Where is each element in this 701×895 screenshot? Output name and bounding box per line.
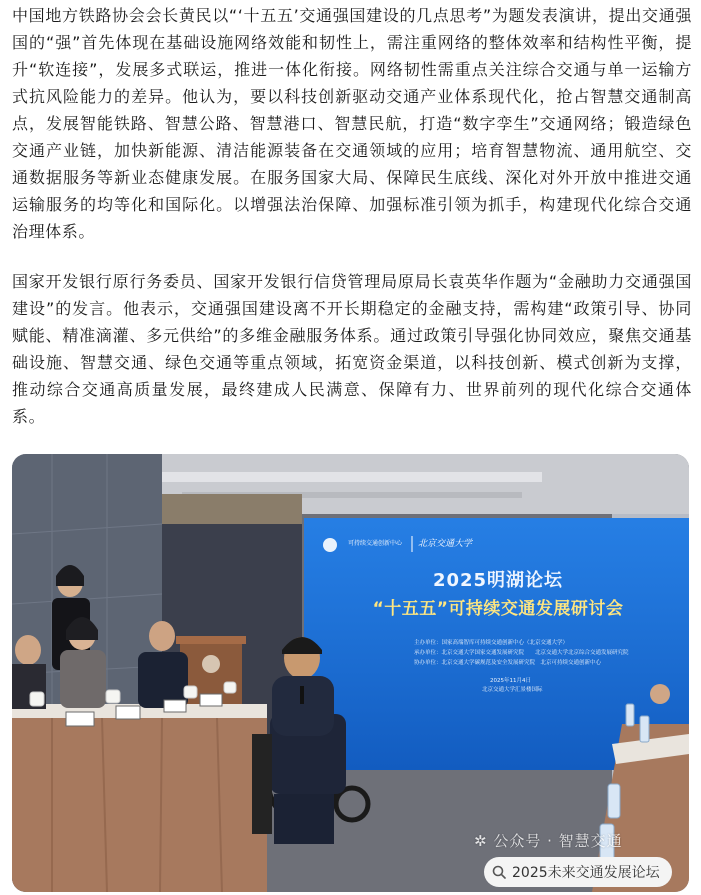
topic-search-label: 2025未来交通发展论坛 bbox=[512, 865, 660, 881]
screen-info-line-1: 主办单位：国家高端智库可持续交通创新中心（北京交通大学） bbox=[414, 640, 569, 646]
topic-search-pill[interactable] bbox=[484, 857, 672, 887]
screen-info-line-2: 承办单位：北京交通大学国家交通发展研究院 北京交通大学北京综合交通发展研究院 bbox=[414, 650, 629, 656]
article-paragraph-1: 中国地方铁路协会会长黄民以“‘十五五’交通强国建设的几点思考”为题发表演讲，提出交通强国的“强”首先体现在基础设施网络效能和韧性上，需注重网络的整体效率和结构性平衡，提升“软连接”，发展多式联运，推进一体化衔接。网络韧性需重点关注综合交通与单一运输方式抗风险能力的差异。他认为，要以科技创新驱动交通产业体系现代化，抢占智慧交通制高点，发展智能铁路、智慧公路、智慧港口、智慧民航，打造“数字孪生”交通网络；锻造绿色交通产业链，加快新能源、清洁能源装备在交通领域的应用；培育智慧物流、通用航空、交通数据服务等新业态健康发展。在服务国家大局、保障民生底线、深化对外开放中推进交通运输服务的均等化和国际化。以增强法治保障、加强标准引领为抓手，构建现代化综合交通治理体系。 bbox=[12, 6, 692, 241]
wechat-icon: ✲ bbox=[474, 832, 494, 850]
screen-logo-right: 北京交通大学 bbox=[418, 539, 473, 549]
conference-photo bbox=[12, 454, 689, 892]
wechat-watermark: ✲ 公众号 · 智慧交通 bbox=[474, 832, 623, 850]
screen-info-line-3: 协办单位：北京交通大学碳规范及安全发展研究院 北京可持续交通创新中心 bbox=[414, 660, 602, 666]
search-icon bbox=[492, 865, 506, 879]
screen-date: 2025年11月4日 bbox=[490, 678, 531, 684]
screen-logo-left: 可持续交通创新中心 bbox=[348, 540, 403, 547]
article-paragraph-2: 国家开发银行原行务委员、国家开发银行信贷管理局原局长袁英华作题为“金融助力交通强国建设”的发言。他表示，交通强国建设离不开长期稳定的金融支持，需构建“政策引导、协同赋能、精准滴灌、多元供给”的多维金融服务体系。通过政策引导强化协同效应，聚焦交通基础设施、智慧交通、绿色交通等重点领域，拓宽资金渠道，以科技创新、模式创新为支撑，推动综合交通高质量发展，最终建成人民满意、保障有力、世界前列的现代化综合交通体系。 bbox=[12, 272, 692, 426]
screen-title-line1: 2025明湖论坛 bbox=[432, 570, 564, 591]
screen-venue: 北京交通大学汇景楼国际 bbox=[482, 687, 543, 693]
screen-title-line2: “十五五”可持续交通发展研讨会 bbox=[372, 599, 624, 619]
